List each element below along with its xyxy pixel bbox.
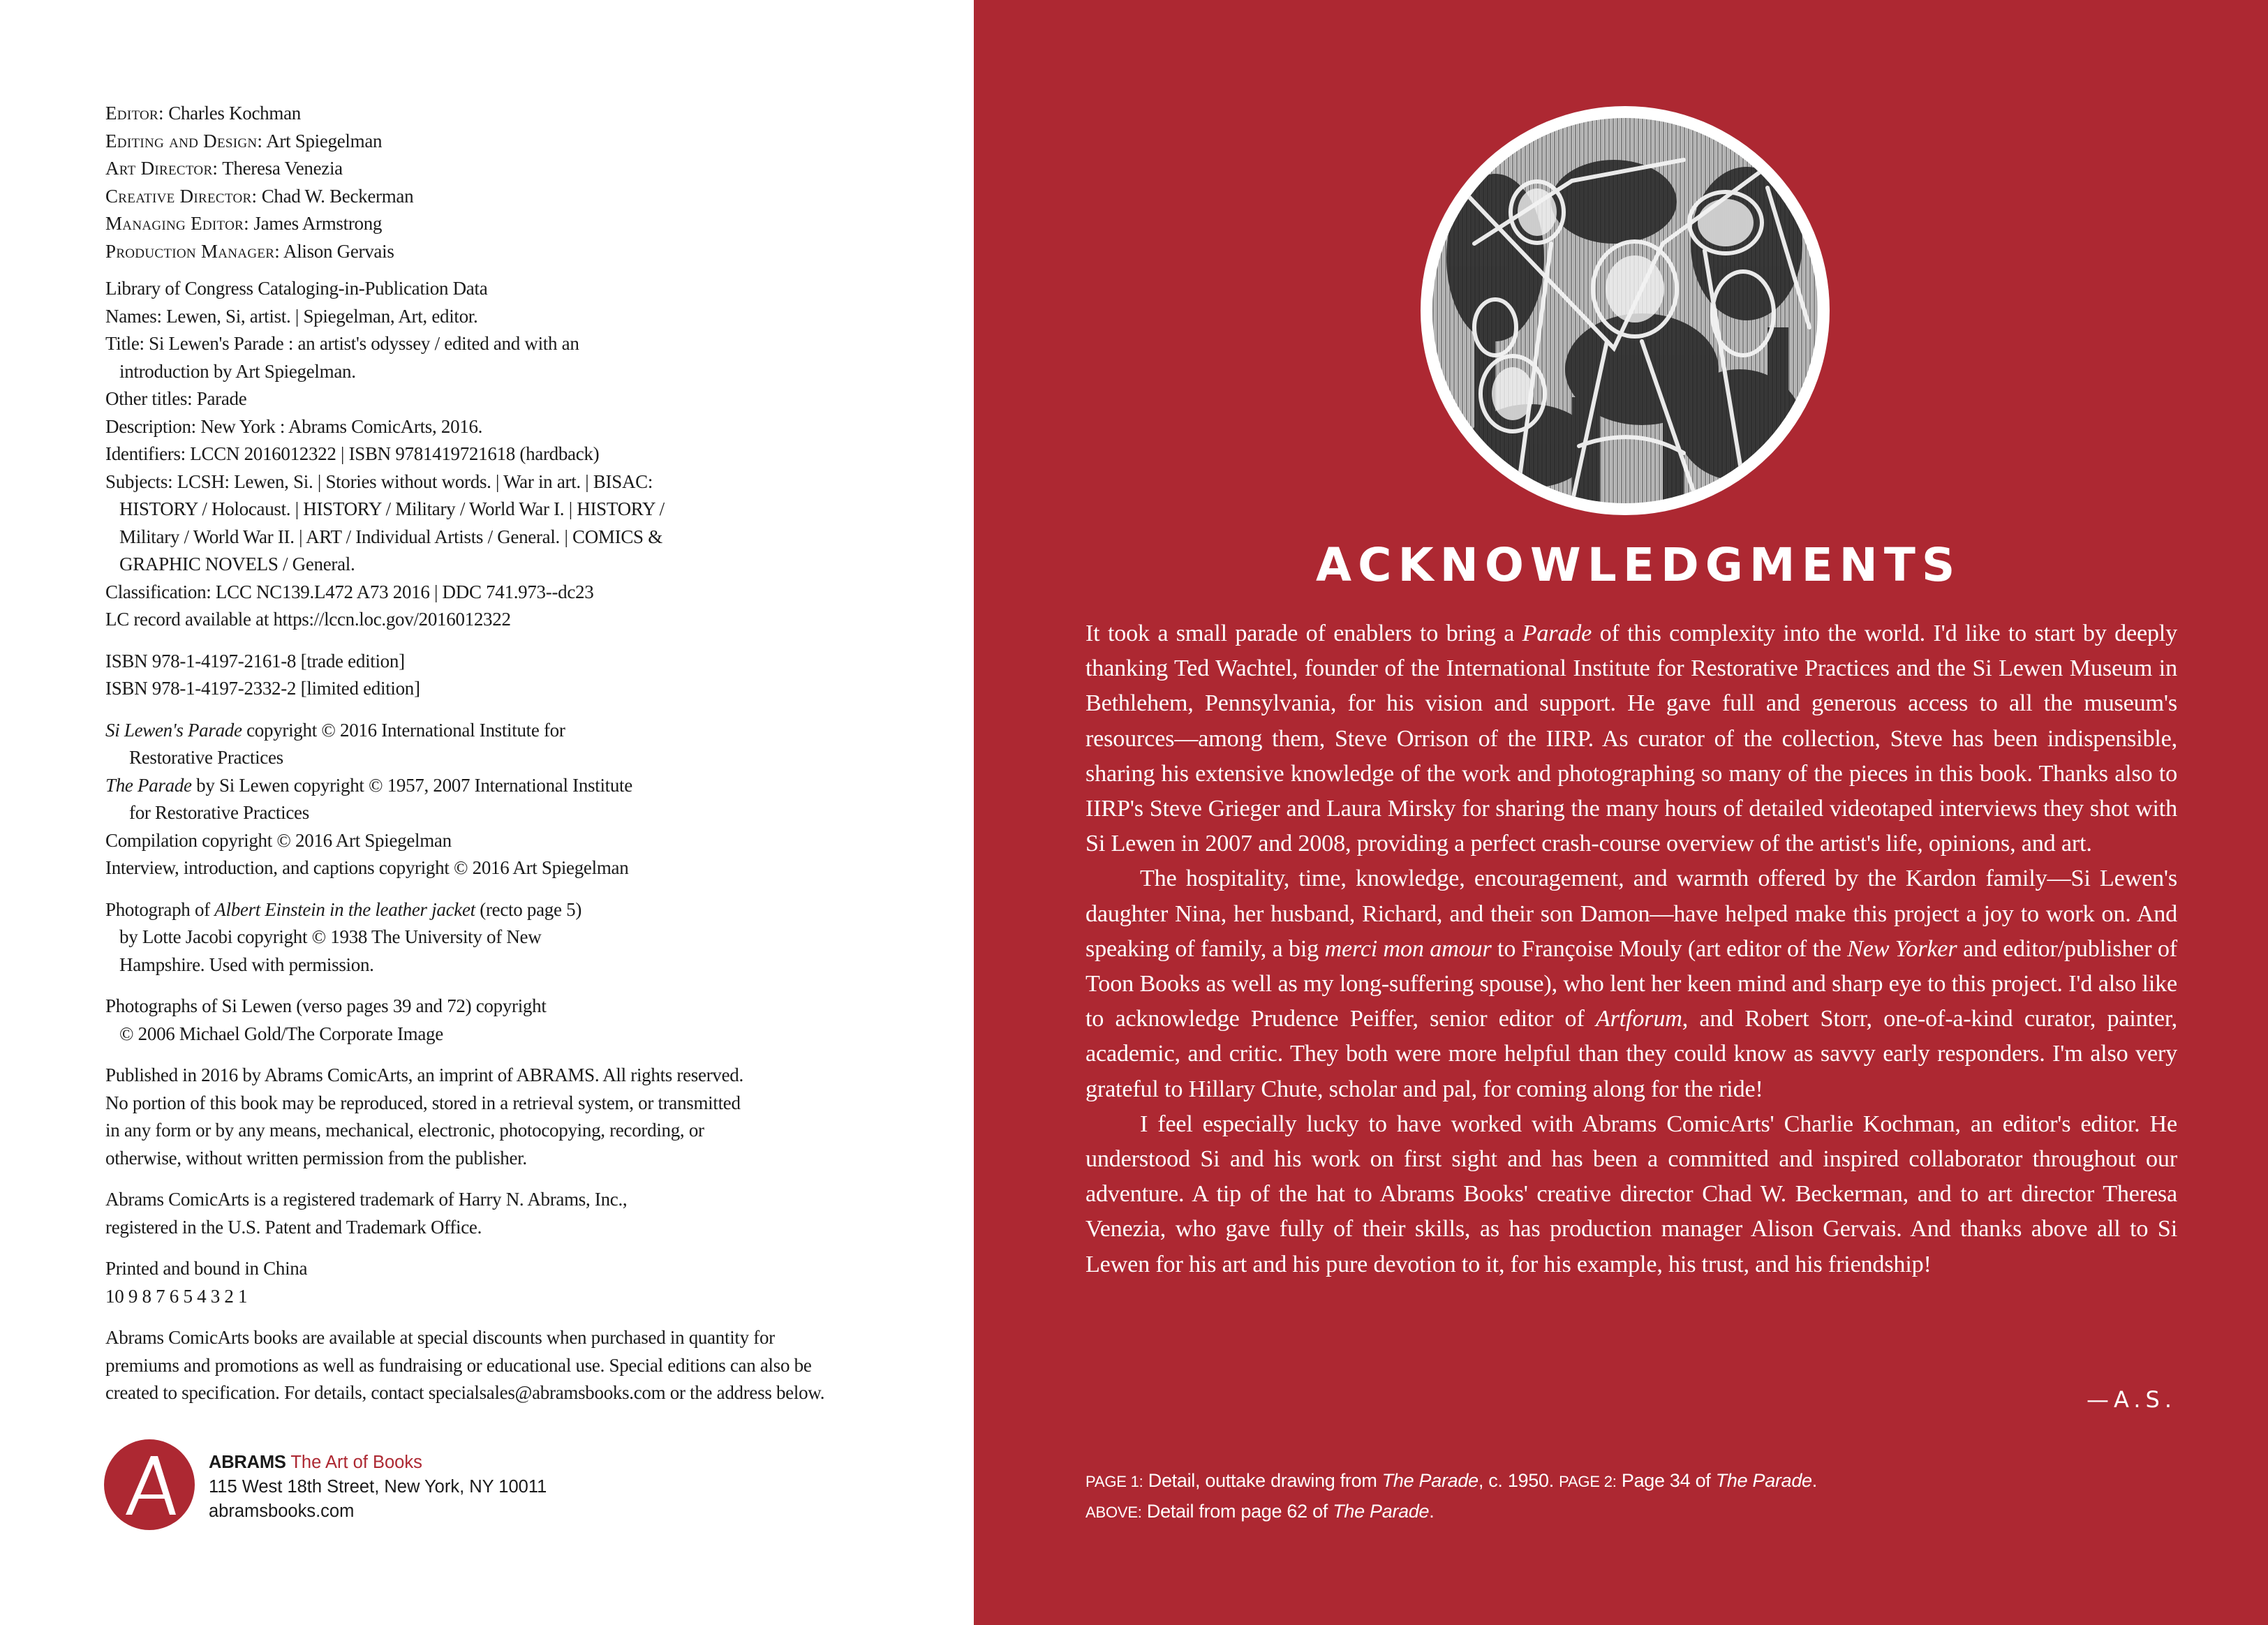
- cip-data: [105, 275, 915, 634]
- copyright-text-block: [105, 100, 915, 1407]
- copyright-line: Interview, introduction, and captions copyright © 2016 Art Spiegelman: [105, 857, 629, 878]
- cip-subjects-cont: Military / World War II. | ART / Individual Artists / General. | COMICS &: [119, 526, 662, 547]
- rights-line: in any form or by any means, mechanical, electronic, photocopying, recording, or: [105, 1120, 704, 1141]
- cip-identifiers: Identifiers: LCCN 2016012322 | ISBN 9781419721618 (hardback): [105, 443, 600, 464]
- special-sales-notice: [105, 1324, 915, 1407]
- copyright-notices: [105, 717, 915, 882]
- special-sales-line: premiums and promotions as well as fundraising or educational use. Special editions can also be: [105, 1354, 812, 1376]
- credit-managing-editor: Managing Editor: James Armstrong: [105, 213, 383, 234]
- copyright-line: Compilation copyright © 2016 Art Spiegelman: [105, 829, 452, 851]
- artwork-circle-frame: [1421, 106, 1830, 515]
- copyright-line-cont: for Restorative Practices: [129, 802, 309, 823]
- isbn-trade: ISBN 978-1-4197-2161-8 [trade edition]: [105, 650, 405, 671]
- cip-title: Title: Si Lewen's Parade : an artist's odyssey / edited and with an: [105, 333, 579, 354]
- credit-creative-director: Creative Director: Chad W. Beckerman: [105, 185, 414, 207]
- acknowledgments-page: [974, 0, 2268, 1625]
- credit-art-director: Art Director: Theresa Venezia: [105, 158, 343, 179]
- cip-title-cont: introduction by Art Spiegelman.: [119, 360, 356, 382]
- special-sales-line: created to specification. For details, contact specialsales@abramsbooks.com or the address below.: [105, 1382, 825, 1403]
- credit-editing-design: Editing and Design: Art Spiegelman: [105, 130, 383, 151]
- credits-list: [105, 100, 915, 265]
- abrams-logo-icon: [104, 1439, 195, 1530]
- printed-in: Printed and bound in China: [105, 1258, 308, 1279]
- photo-credit-einstein: [105, 896, 915, 979]
- photo-credit-line: Photographs of Si Lewen (verso pages 39 and 72) copyright: [105, 995, 547, 1016]
- cip-lc-record: LC record available at https://lccn.loc.gov/2016012322: [105, 609, 511, 630]
- author-signoff: —A.S.: [2087, 1386, 2177, 1413]
- cip-subjects-cont: GRAPHIC NOVELS / General.: [119, 554, 355, 574]
- rights-line: Published in 2016 by Abrams ComicArts, an imprint of ABRAMS. All rights reserved.: [105, 1064, 743, 1085]
- page-title: ACKNOWLEDGMENTS: [1316, 538, 1962, 592]
- photo-credit-line: Photograph of Albert Einstein in the leather jacket (recto page 5): [105, 898, 582, 920]
- publisher-address: 115 West 18th Street, New York, NY 10011: [209, 1477, 547, 1497]
- rights-line: No portion of this book may be reproduced, stored in a retrieval system, or transmitted: [105, 1092, 741, 1113]
- rights-line: otherwise, without written permission from the publisher.: [105, 1147, 527, 1168]
- acknowledgments-body: [1085, 616, 2177, 1282]
- publisher-name-line: ABRAMS The Art of Books: [209, 1453, 422, 1472]
- special-sales-line: Abrams ComicArts books are available at special discounts when purchased in quantity for: [105, 1327, 775, 1348]
- printing-info: [105, 1255, 915, 1310]
- paragraph: I feel especially lucky to have worked with Abrams ComicArts' Charlie Kochman, an editor's editor. He understood Si and his work on first sight and has been a committed and inspired collaborator throughout our adventure. A tip of the hat to Abrams Books' creative director Chad W. Beckerman, and to art director Theresa Venezia, who gave fully of their skills, as has production manager Alison Gervais. And thanks above all to Si Lewen for his art and his pure devotion to it, for his example, his trust, and his friendship!: [1085, 1111, 2177, 1277]
- photo-credit-line-cont: Hampshire. Used with permission.: [119, 954, 374, 975]
- caption-line: ABOVE: Detail from page 62 of The Parade.: [1085, 1501, 1435, 1522]
- cip-classification: Classification: LCC NC139.L472 A73 2016 | DDC 741.973--dc23: [105, 581, 594, 602]
- isbn-list: [105, 648, 915, 703]
- credit-editor: Editor: Charles Kochman: [105, 103, 301, 124]
- photo-credit-line-cont: © 2006 Michael Gold/The Corporate Image: [119, 1023, 443, 1044]
- cip-description: Description: New York : Abrams ComicArts, 2016.: [105, 415, 483, 437]
- copyright-page: [0, 0, 974, 1625]
- isbn-limited: ISBN 978-1-4197-2332-2 [limited edition]: [105, 678, 420, 699]
- charcoal-drawing-image: [1432, 118, 1818, 503]
- cip-heading: Library of Congress Cataloging-in-Publication Data: [105, 278, 488, 299]
- cip-subjects-cont: HISTORY / Holocaust. | HISTORY / Military / World War I. | HISTORY /: [119, 498, 665, 519]
- paragraph: The hospitality, time, knowledge, encouragement, and warmth offered by the Kardon family—Si Lewen's daughter Nina, her husband, Richard, and their son Damon—have helped make this project a joy to work on. And speaking of family, a big merci mon amour to Françoise Mouly (art editor of the New Yorker and editor/publisher of Toon Books as well as my long-suffering spouse), who lent her keen mind and sharp eye to this project. I'd also like to acknowledge Prudence Peiffer, senior editor of Artforum, and Robert Storr, one-of-a-kind curator, painter, academic, and critic. They both were more helpful than they could know as savvy early responders. I'm also very grateful to Hillary Chute, scholar and pal, for coming along for the ride!: [1085, 866, 2177, 1102]
- copyright-line-cont: Restorative Practices: [129, 747, 283, 768]
- publisher-website[interactable]: abramsbooks.com: [209, 1501, 355, 1521]
- copyright-line: The Parade by Si Lewen copyright © 1957, 2007 International Institute: [105, 774, 632, 796]
- artwork-image: [1432, 118, 1818, 503]
- printer-number-line: 10 9 8 7 6 5 4 3 2 1: [105, 1285, 248, 1307]
- copyright-line: Si Lewen's Parade copyright © 2016 International Institute for: [105, 719, 565, 741]
- trademark-line: registered in the U.S. Patent and Trademark Office.: [105, 1216, 482, 1238]
- letter-a-icon: [104, 1439, 195, 1530]
- paragraph: It took a small parade of enablers to bring a Parade of this complexity into the world. I'd like to start by deeply thanking Ted Wachtel, founder of the International Institute for Restorative Practices and the Si Lewen Museum in Bethlehem, Pennsylvania, for his vision and support. He gave full and generous access to all the museum's resources—among them, Steve Orrison of the IIRP. As curator of the collection, Steve has been indispensible, sharing his extensive knowledge of the work and photographing so many of the pieces in this book. Thanks also to IIRP's Steve Grieger and Laura Mirsky for sharing the many hours of detailed videotaped interviews they shot with Si Lewen in 2007 and 2008, providing a perfect crash-course overview of the artist's life, opinions, and art.: [1085, 621, 2178, 857]
- cip-subjects: Subjects: LCSH: Lewen, Si. | Stories without words. | War in art. | BISAC:: [105, 470, 653, 492]
- caption-line: PAGE 1: Detail, outtake drawing from The Parade, c. 1950. PAGE 2: Page 34 of The Parade.: [1085, 1470, 1817, 1491]
- cip-names: Names: Lewen, Si, artist. | Spiegelman, Art, editor.: [105, 305, 478, 327]
- credit-production-manager: Production Manager: Alison Gervais: [105, 240, 394, 262]
- cip-other-titles: Other titles: Parade: [105, 388, 247, 409]
- trademark-notice: [105, 1186, 915, 1241]
- rights-notice: [105, 1062, 915, 1172]
- photo-credit-line-cont: by Lotte Jacobi copyright © 1938 The University of New: [119, 926, 542, 947]
- trademark-line: Abrams ComicArts is a registered trademark of Harry N. Abrams, Inc.,: [105, 1189, 628, 1210]
- photo-credit-lewen: [105, 993, 915, 1048]
- publisher-info: [209, 1450, 547, 1524]
- image-captions: [1085, 1466, 2063, 1527]
